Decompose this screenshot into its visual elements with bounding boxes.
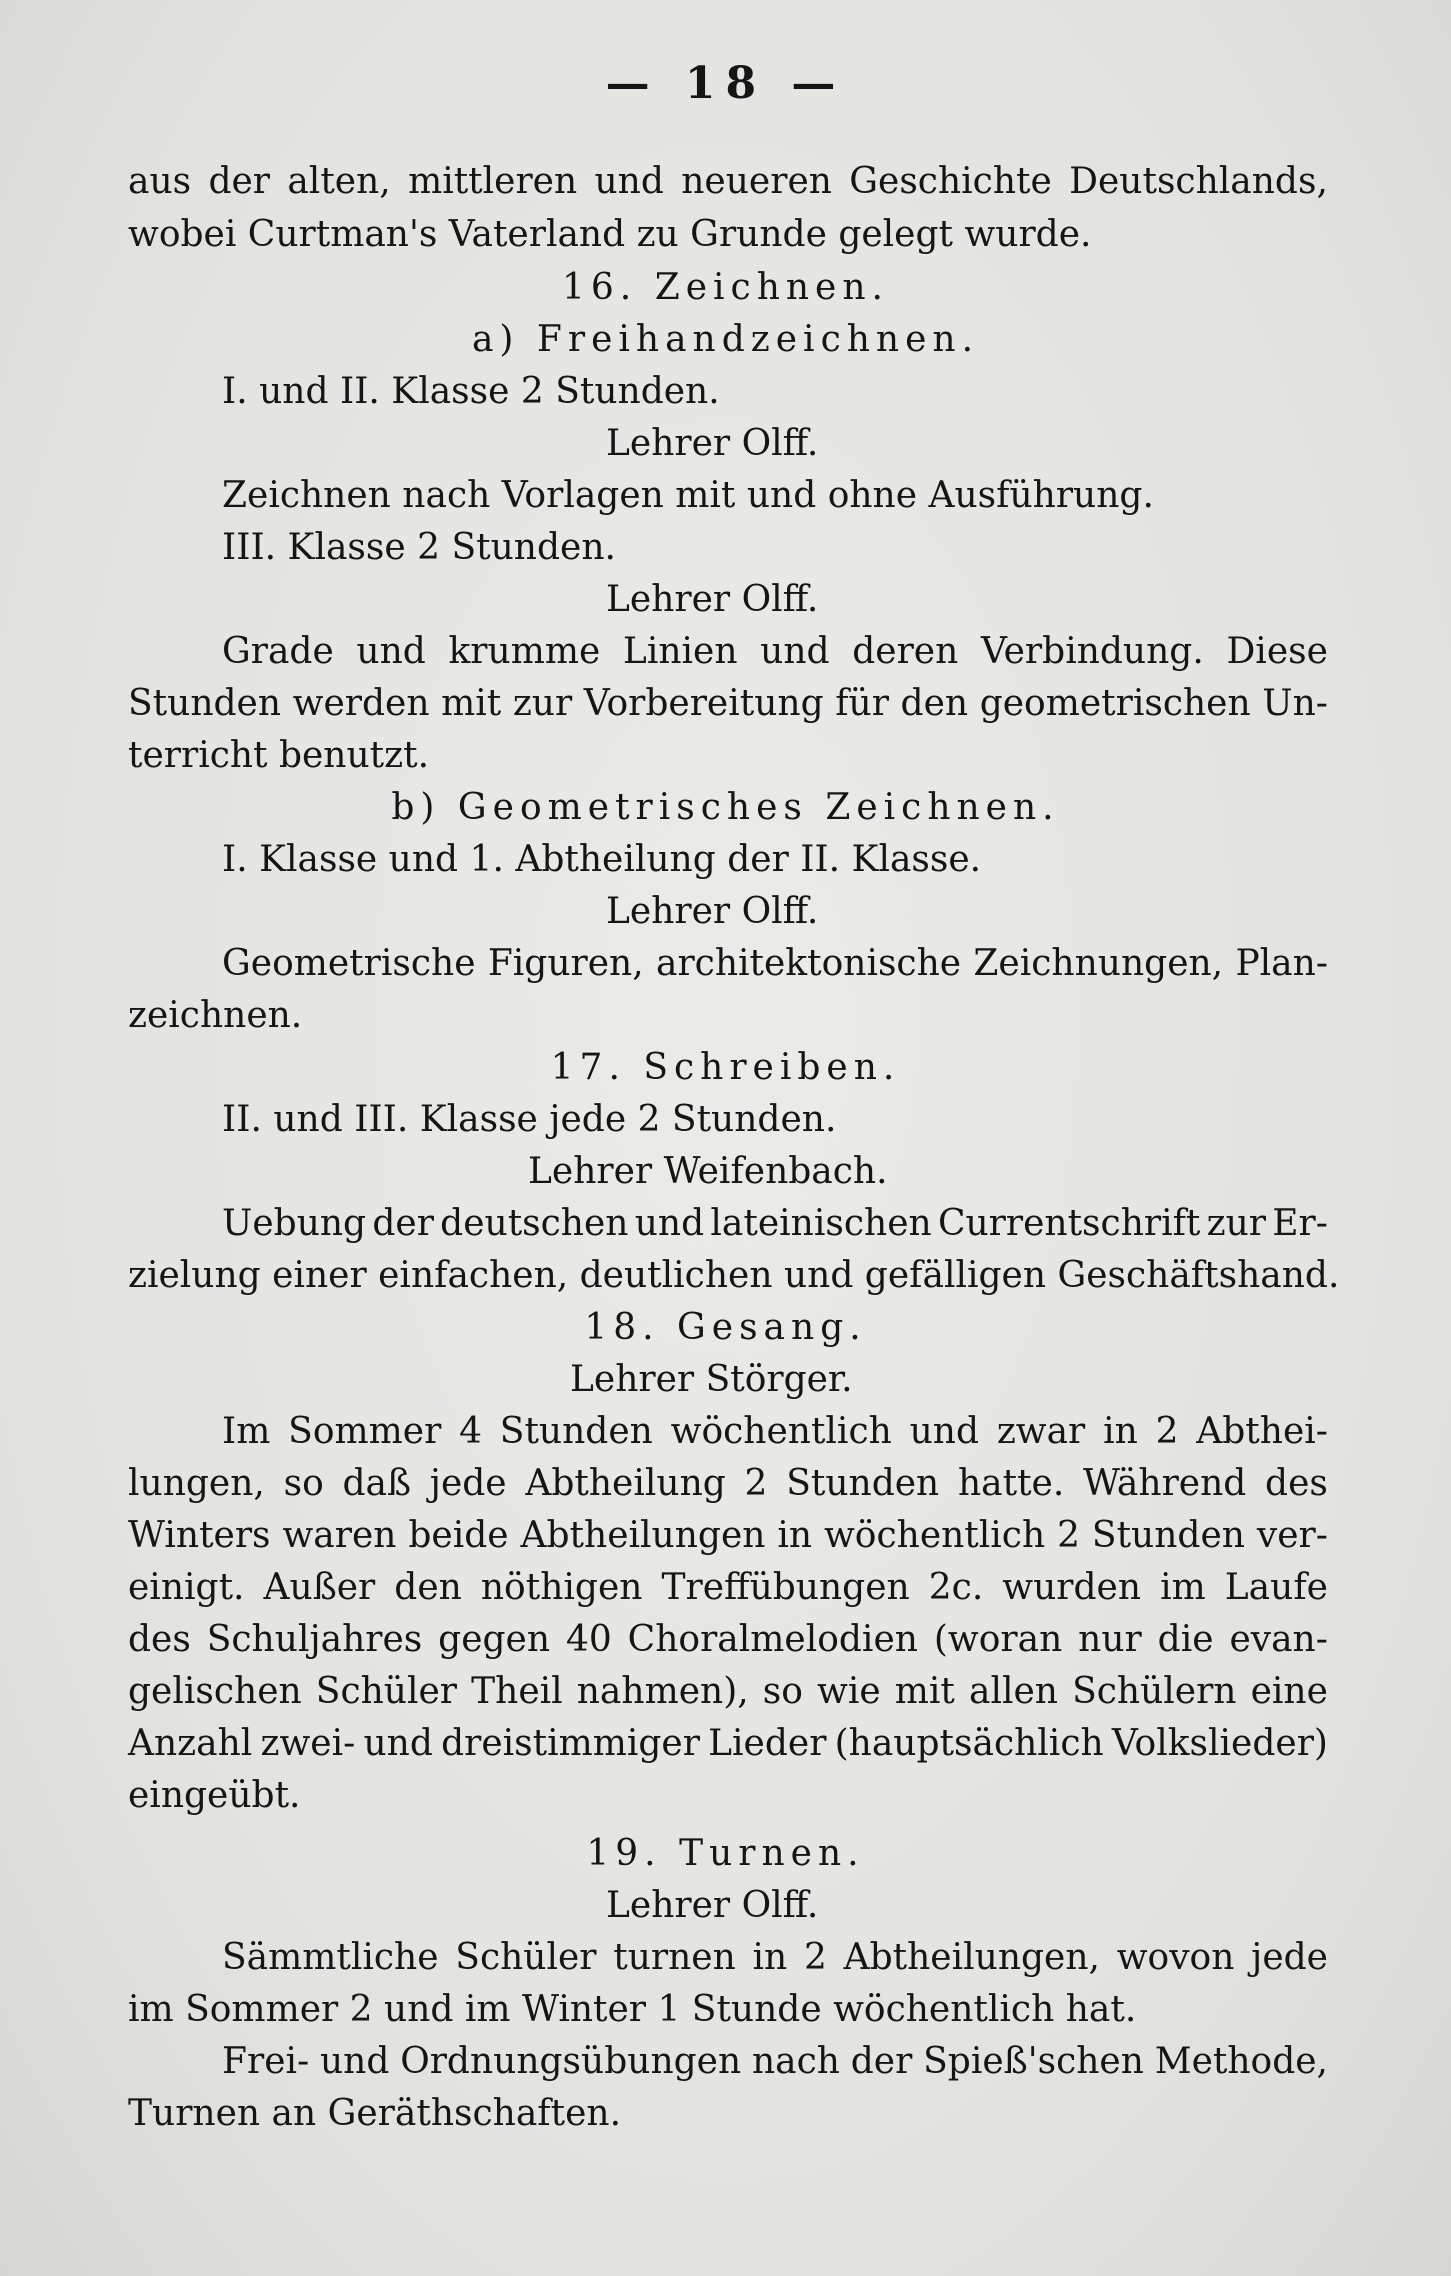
word: 4 xyxy=(459,1411,482,1452)
section-heading-17: 17. Schreiben. xyxy=(550,1047,901,1088)
word: im xyxy=(1160,1567,1206,1608)
text-line: eingeübt. xyxy=(128,1775,301,1816)
word: deutschen xyxy=(440,1203,629,1244)
word: der xyxy=(208,161,271,202)
text-line xyxy=(222,2038,1328,2086)
word: in xyxy=(777,1515,813,1556)
word: in xyxy=(752,1937,788,1978)
word: Abtheilung xyxy=(525,1463,726,1504)
word: des xyxy=(1265,1463,1328,1504)
subsection-heading-16b: b) Geometrisches Zeichnen. xyxy=(391,787,1060,828)
class-hours-line: III. Klasse 2 Stunden. xyxy=(222,527,616,568)
text-line: im Sommer 2 und im Winter 1 Stunde wöchentlich hat. xyxy=(128,1989,1137,2030)
word: nach xyxy=(751,2041,840,2082)
word: Schüler xyxy=(455,1937,597,1978)
word: mittleren xyxy=(408,161,578,202)
word: allen xyxy=(969,1671,1058,1712)
word: eine xyxy=(1250,1671,1328,1712)
section-heading-16: 16. Zeichnen. xyxy=(562,267,889,308)
word: dreistimmiger xyxy=(441,1723,700,1764)
word: Theil xyxy=(471,1671,563,1712)
word: und xyxy=(356,631,426,672)
class-hours-line: II. und III. Klasse jede 2 Stunden. xyxy=(222,1099,837,1140)
word: in xyxy=(1103,1411,1138,1452)
word: Grade xyxy=(222,631,334,672)
word: lungen, xyxy=(128,1463,265,1504)
text-line xyxy=(128,1564,1328,1612)
word: (hauptsächlich xyxy=(834,1723,1104,1764)
word: wurden xyxy=(1002,1567,1142,1608)
word: zwar xyxy=(996,1411,1086,1452)
word: und xyxy=(760,631,830,672)
class-hours-line: I. Klasse und 1. Abtheilung der II. Klasse. xyxy=(222,839,982,880)
word: Lieder xyxy=(708,1723,827,1764)
word: Abtheilungen xyxy=(520,1515,766,1556)
text-line: zielung einer einfachen, deutlichen und gefälligen Geschäftshand. xyxy=(128,1255,1340,1296)
word: und xyxy=(909,1411,980,1452)
word: Winters xyxy=(128,1515,271,1556)
word: turnen xyxy=(613,1937,736,1978)
word: Laufe xyxy=(1224,1567,1328,1608)
word: hatte. xyxy=(957,1463,1065,1504)
text-line: Turnen an Geräthschaften. xyxy=(128,2093,622,2134)
text-line xyxy=(222,628,1328,676)
word: krumme xyxy=(448,631,601,672)
word: nahmen), xyxy=(576,1671,749,1712)
page-number: — 18 — xyxy=(605,58,846,109)
word: Stunden xyxy=(499,1411,653,1452)
word: Verbindung. xyxy=(980,631,1204,672)
word: und xyxy=(594,161,664,202)
text-line xyxy=(222,1934,1328,1982)
word: waren xyxy=(282,1515,397,1556)
word: Schuljahres xyxy=(206,1619,423,1660)
word: 40 xyxy=(565,1619,612,1660)
word: Currentschrift xyxy=(937,1203,1201,1244)
word: des xyxy=(128,1619,191,1660)
teacher-line: Lehrer Olff. xyxy=(606,579,819,620)
word: beide xyxy=(408,1515,509,1556)
word: mit xyxy=(894,1671,955,1712)
word: den xyxy=(900,683,969,724)
word: Diese xyxy=(1226,631,1328,672)
word: Zeichnungen, xyxy=(973,943,1224,984)
word: architektonische xyxy=(656,943,962,984)
text-line: Zeichnen nach Vorlagen mit und ohne Ausführung. xyxy=(222,475,1154,516)
word: 2c. xyxy=(928,1567,984,1608)
word: 2 xyxy=(744,1463,768,1504)
text-line xyxy=(222,1200,1328,1248)
word: 2 xyxy=(1155,1411,1179,1452)
section-heading-19: 19. Turnen. xyxy=(586,1833,865,1874)
word: Stunden xyxy=(786,1463,940,1504)
word: neueren xyxy=(681,161,832,202)
word: so xyxy=(283,1463,324,1504)
teacher-line: Lehrer Olff. xyxy=(606,1885,819,1926)
word: und xyxy=(634,1203,705,1244)
word: gelischen xyxy=(128,1671,302,1712)
word: Außer xyxy=(263,1567,376,1608)
section-heading-18: 18. Gesang. xyxy=(584,1307,867,1348)
word: Schüler xyxy=(315,1671,458,1712)
word: geometrischen xyxy=(979,683,1251,724)
word: Abtheilungen, xyxy=(843,1937,1100,1978)
word: werden xyxy=(292,683,430,724)
word: wöchentlich xyxy=(823,1515,1046,1556)
word: Im xyxy=(222,1411,271,1452)
word: so xyxy=(762,1671,803,1712)
word: Stunden xyxy=(1091,1515,1245,1556)
word: Er- xyxy=(1272,1203,1328,1244)
word: aus xyxy=(128,161,192,202)
word: Anzahl xyxy=(128,1723,253,1764)
teacher-line: Lehrer Weifenbach. xyxy=(528,1151,888,1192)
word: evan- xyxy=(1229,1619,1328,1660)
word: Plan- xyxy=(1235,943,1328,984)
class-hours-line: I. und II. Klasse 2 Stunden. xyxy=(222,371,720,412)
word: jede xyxy=(429,1463,507,1504)
teacher-line: Lehrer Störger. xyxy=(570,1359,853,1400)
word: Abthei- xyxy=(1196,1411,1328,1452)
word: (woran xyxy=(933,1619,1063,1660)
word: alten, xyxy=(287,161,391,202)
word: Choralmelodien xyxy=(627,1619,918,1660)
word: 2 xyxy=(1057,1515,1080,1556)
word: Linien xyxy=(622,631,738,672)
word: einigt. xyxy=(128,1567,245,1608)
text-line xyxy=(128,1512,1328,1560)
word: deren xyxy=(852,631,959,672)
word: Sommer xyxy=(288,1411,442,1452)
word: ver- xyxy=(1256,1515,1328,1556)
text-line xyxy=(128,1668,1328,1716)
word: der xyxy=(850,2041,913,2082)
word: Methode, xyxy=(1154,2041,1328,2082)
word: die xyxy=(1157,1619,1214,1660)
subsection-heading-16a: a) Freihandzeichnen. xyxy=(471,319,980,360)
word: Frei- xyxy=(222,2041,310,2082)
word: daß xyxy=(342,1463,412,1504)
word: Ordnungsübungen xyxy=(400,2041,742,2082)
word: Uebung xyxy=(222,1203,367,1244)
text-line xyxy=(222,940,1328,988)
word: Spieß'schen xyxy=(923,2041,1144,2082)
word: wie xyxy=(817,1671,881,1712)
word: Treffübungen xyxy=(661,1567,910,1608)
text-line xyxy=(128,1616,1328,1664)
word: wovon xyxy=(1116,1937,1235,1978)
word: wöchentlich xyxy=(670,1411,892,1452)
text-line xyxy=(128,680,1328,728)
word: Vorbereitung xyxy=(583,683,824,724)
word: und xyxy=(319,2041,390,2082)
word: Sämmtliche xyxy=(222,1937,439,1978)
word: Deutschlands, xyxy=(1069,161,1328,202)
word: Während xyxy=(1083,1463,1247,1504)
word: nöthigen xyxy=(480,1567,643,1608)
word: Geometrische xyxy=(222,943,476,984)
word: 2 xyxy=(803,1937,827,1978)
text-line xyxy=(128,1720,1328,1768)
word: Figuren, xyxy=(487,943,644,984)
word: gegen xyxy=(438,1619,551,1660)
word: Stunden xyxy=(128,683,282,724)
word: zur xyxy=(512,683,573,724)
word: zwei- xyxy=(260,1723,356,1764)
word: lateinischen xyxy=(710,1203,932,1244)
teacher-line: Lehrer Olff. xyxy=(606,423,819,464)
word: und xyxy=(363,1723,433,1764)
word: jede xyxy=(1251,1937,1328,1978)
text-line xyxy=(128,158,1328,206)
text-line: terricht benutzt. xyxy=(128,735,430,776)
teacher-line: Lehrer Olff. xyxy=(606,891,819,932)
word: Schülern xyxy=(1072,1671,1237,1712)
word: Volkslieder) xyxy=(1111,1723,1328,1764)
word: der xyxy=(372,1203,434,1244)
word: Un- xyxy=(1262,683,1328,724)
word: Geschichte xyxy=(849,161,1052,202)
text-line: wobei Curtman's Vaterland zu Grunde gelegt wurde. xyxy=(128,214,1092,255)
text-line xyxy=(128,1460,1328,1508)
word: mit xyxy=(441,683,502,724)
text-line: zeichnen. xyxy=(128,995,303,1036)
word: für xyxy=(835,683,889,724)
text-line xyxy=(222,1408,1328,1456)
word: den xyxy=(394,1567,462,1608)
word: zur xyxy=(1206,1203,1267,1244)
word: nur xyxy=(1078,1619,1142,1660)
